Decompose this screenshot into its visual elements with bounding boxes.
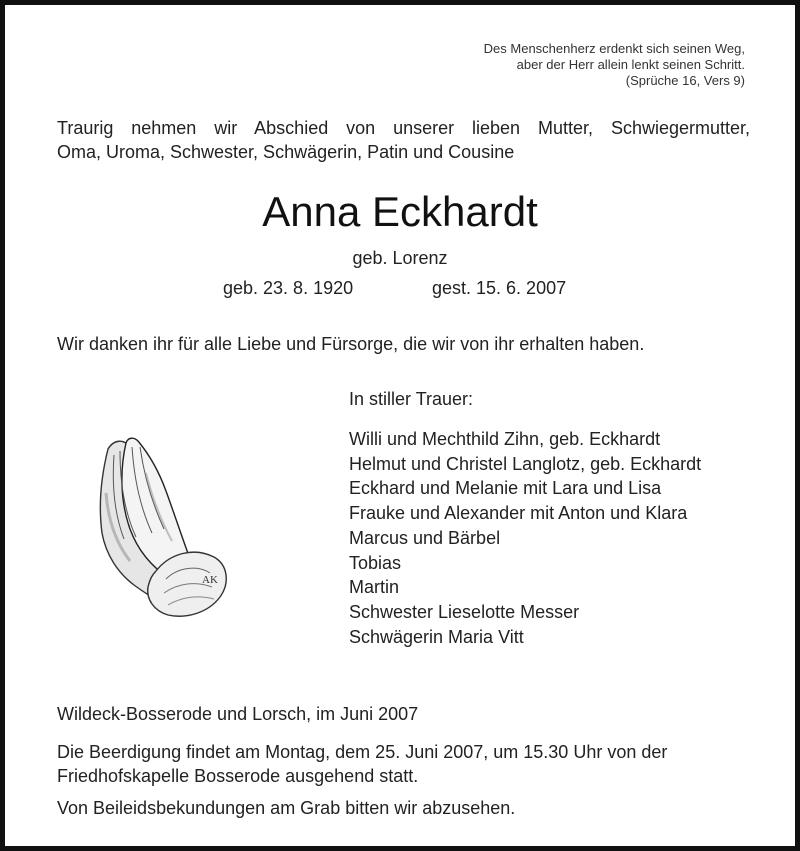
mourning-title: In stiller Trauer: (349, 389, 474, 409)
condolence-note: Von Beileidsbekundungen am Grab bitten wir abzusehen. (57, 798, 516, 818)
deceased-name: Anna Eckhardt (262, 188, 538, 235)
mourner-item: Eckhard und Melanie mit Lara und Lisa (349, 478, 662, 499)
mourner-item: Schwägerin Maria Vitt (349, 626, 524, 647)
mourner-item: Frauke und Alexander mit Anton und Klara (349, 503, 688, 524)
mourner-item: Martin (349, 577, 400, 598)
signature-mark: AK (202, 574, 218, 586)
maiden-name: geb. Lorenz (352, 248, 448, 268)
mourner-item: Willi und Mechthild Zihn, geb. Eckhardt (349, 429, 661, 449)
verse-line-1: Des Menschenherz erdenkt sich seinen Weg, (483, 41, 745, 56)
praying-hands-icon (90, 433, 235, 623)
funeral-line-2: Friedhofskapelle Bosserode ausgehend statt. (57, 766, 419, 786)
funeral-line-1: Die Beerdigung findet am Montag, dem 25. Juni 2007, um 15.30 Uhr von der (57, 742, 668, 762)
intro-text (57, 116, 757, 164)
mourner-item: Marcus und Bärbel (349, 527, 501, 548)
mourner-item: Schwester Lieselotte Messer (349, 601, 580, 622)
verse-line-2: aber der Herr allein lenkt seinen Schritt. (516, 57, 745, 72)
funeral-info (57, 740, 757, 788)
mourners-list (349, 427, 701, 649)
thanks-text: Wir danken ihr für alle Liebe und Fürsorge, die wir von ihr erhalten haben. (57, 334, 645, 354)
intro-line-2: Oma, Uroma, Schwester, Schwägerin, Patin und Cousine (57, 142, 515, 162)
bible-verse (415, 41, 745, 89)
verse-reference: (Sprüche 16, Vers 9) (625, 73, 745, 88)
place-and-date: Wildeck-Bosserode und Lorsch, im Juni 2007 (57, 704, 419, 724)
mourner-item: Helmut und Christel Langlotz, geb. Eckhardt (349, 453, 702, 474)
intro-line-1: Traurig nehmen wir Abschied von unserer lieben Mutter, Schwiegermutter, (57, 118, 750, 138)
mourner-item: Tobias (349, 552, 402, 573)
birth-date: geb. 23. 8. 1920 (223, 278, 354, 298)
death-date: gest. 15. 6. 2007 (432, 278, 567, 298)
